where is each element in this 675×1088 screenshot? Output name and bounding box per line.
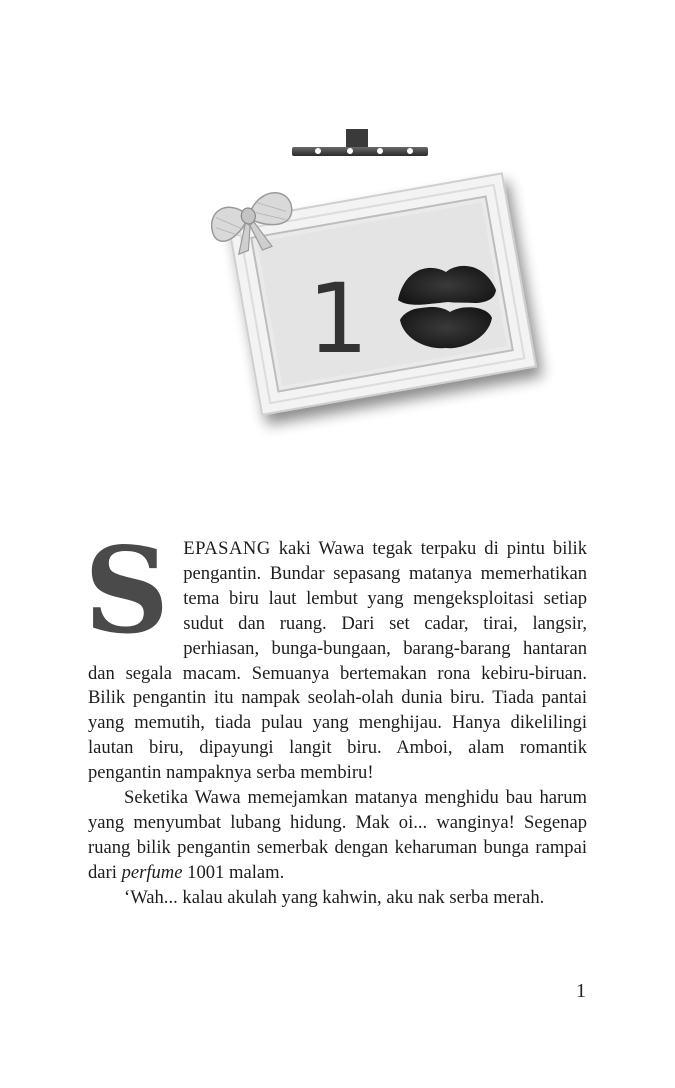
drop-cap: S	[84, 521, 170, 660]
paragraph-text: ‘Wah... kalau akulah yang kahwin, aku nak serba merah.	[124, 886, 545, 908]
opening-caps: EPASANG	[183, 538, 271, 559]
paragraph-text: 1001 malam.	[182, 861, 285, 883]
body-text	[84, 521, 587, 911]
paragraph	[88, 786, 587, 886]
paragraph	[84, 521, 587, 786]
italic-word: perfume	[121, 861, 183, 883]
paragraph-text: Seketika Wawa memejamkan matanya menghidu bau harum yang menyumbat lubang hidung. Mak oi... wanginya! Segenap ruang bilik pengantin semerbak dengan keharuman bunga rampai dari	[88, 787, 587, 883]
picture-lamp	[292, 129, 428, 156]
page-number: 1	[576, 980, 586, 1002]
paragraph-text: kaki Wawa tegak terpaku di pintu bilik pengantin. Bundar sepasang matanya memerhatikan tema biru laut lembut yang mengeksploitasi setiap sudut dan ruang. Dari set cadar, tirai, langsir, perhiasan, bunga-bungaan, barang-barang hantaran dan segala macam. Semuanya bertemakan rona kebiru-biruan. Bilik pengantin itu nampak seolah-olah dunia biru. Tiada pantai yang memutih, tiada pulau yang menghijau. Hanya dikelilingi lautan biru, dipayungi langit biru. Amboi, alam romantik pengantin nampaknya serba membiru!	[88, 538, 587, 784]
chapter-frame-illustration	[0, 0, 675, 460]
chapter-number: 1	[307, 263, 369, 375]
paragraph	[88, 886, 587, 911]
